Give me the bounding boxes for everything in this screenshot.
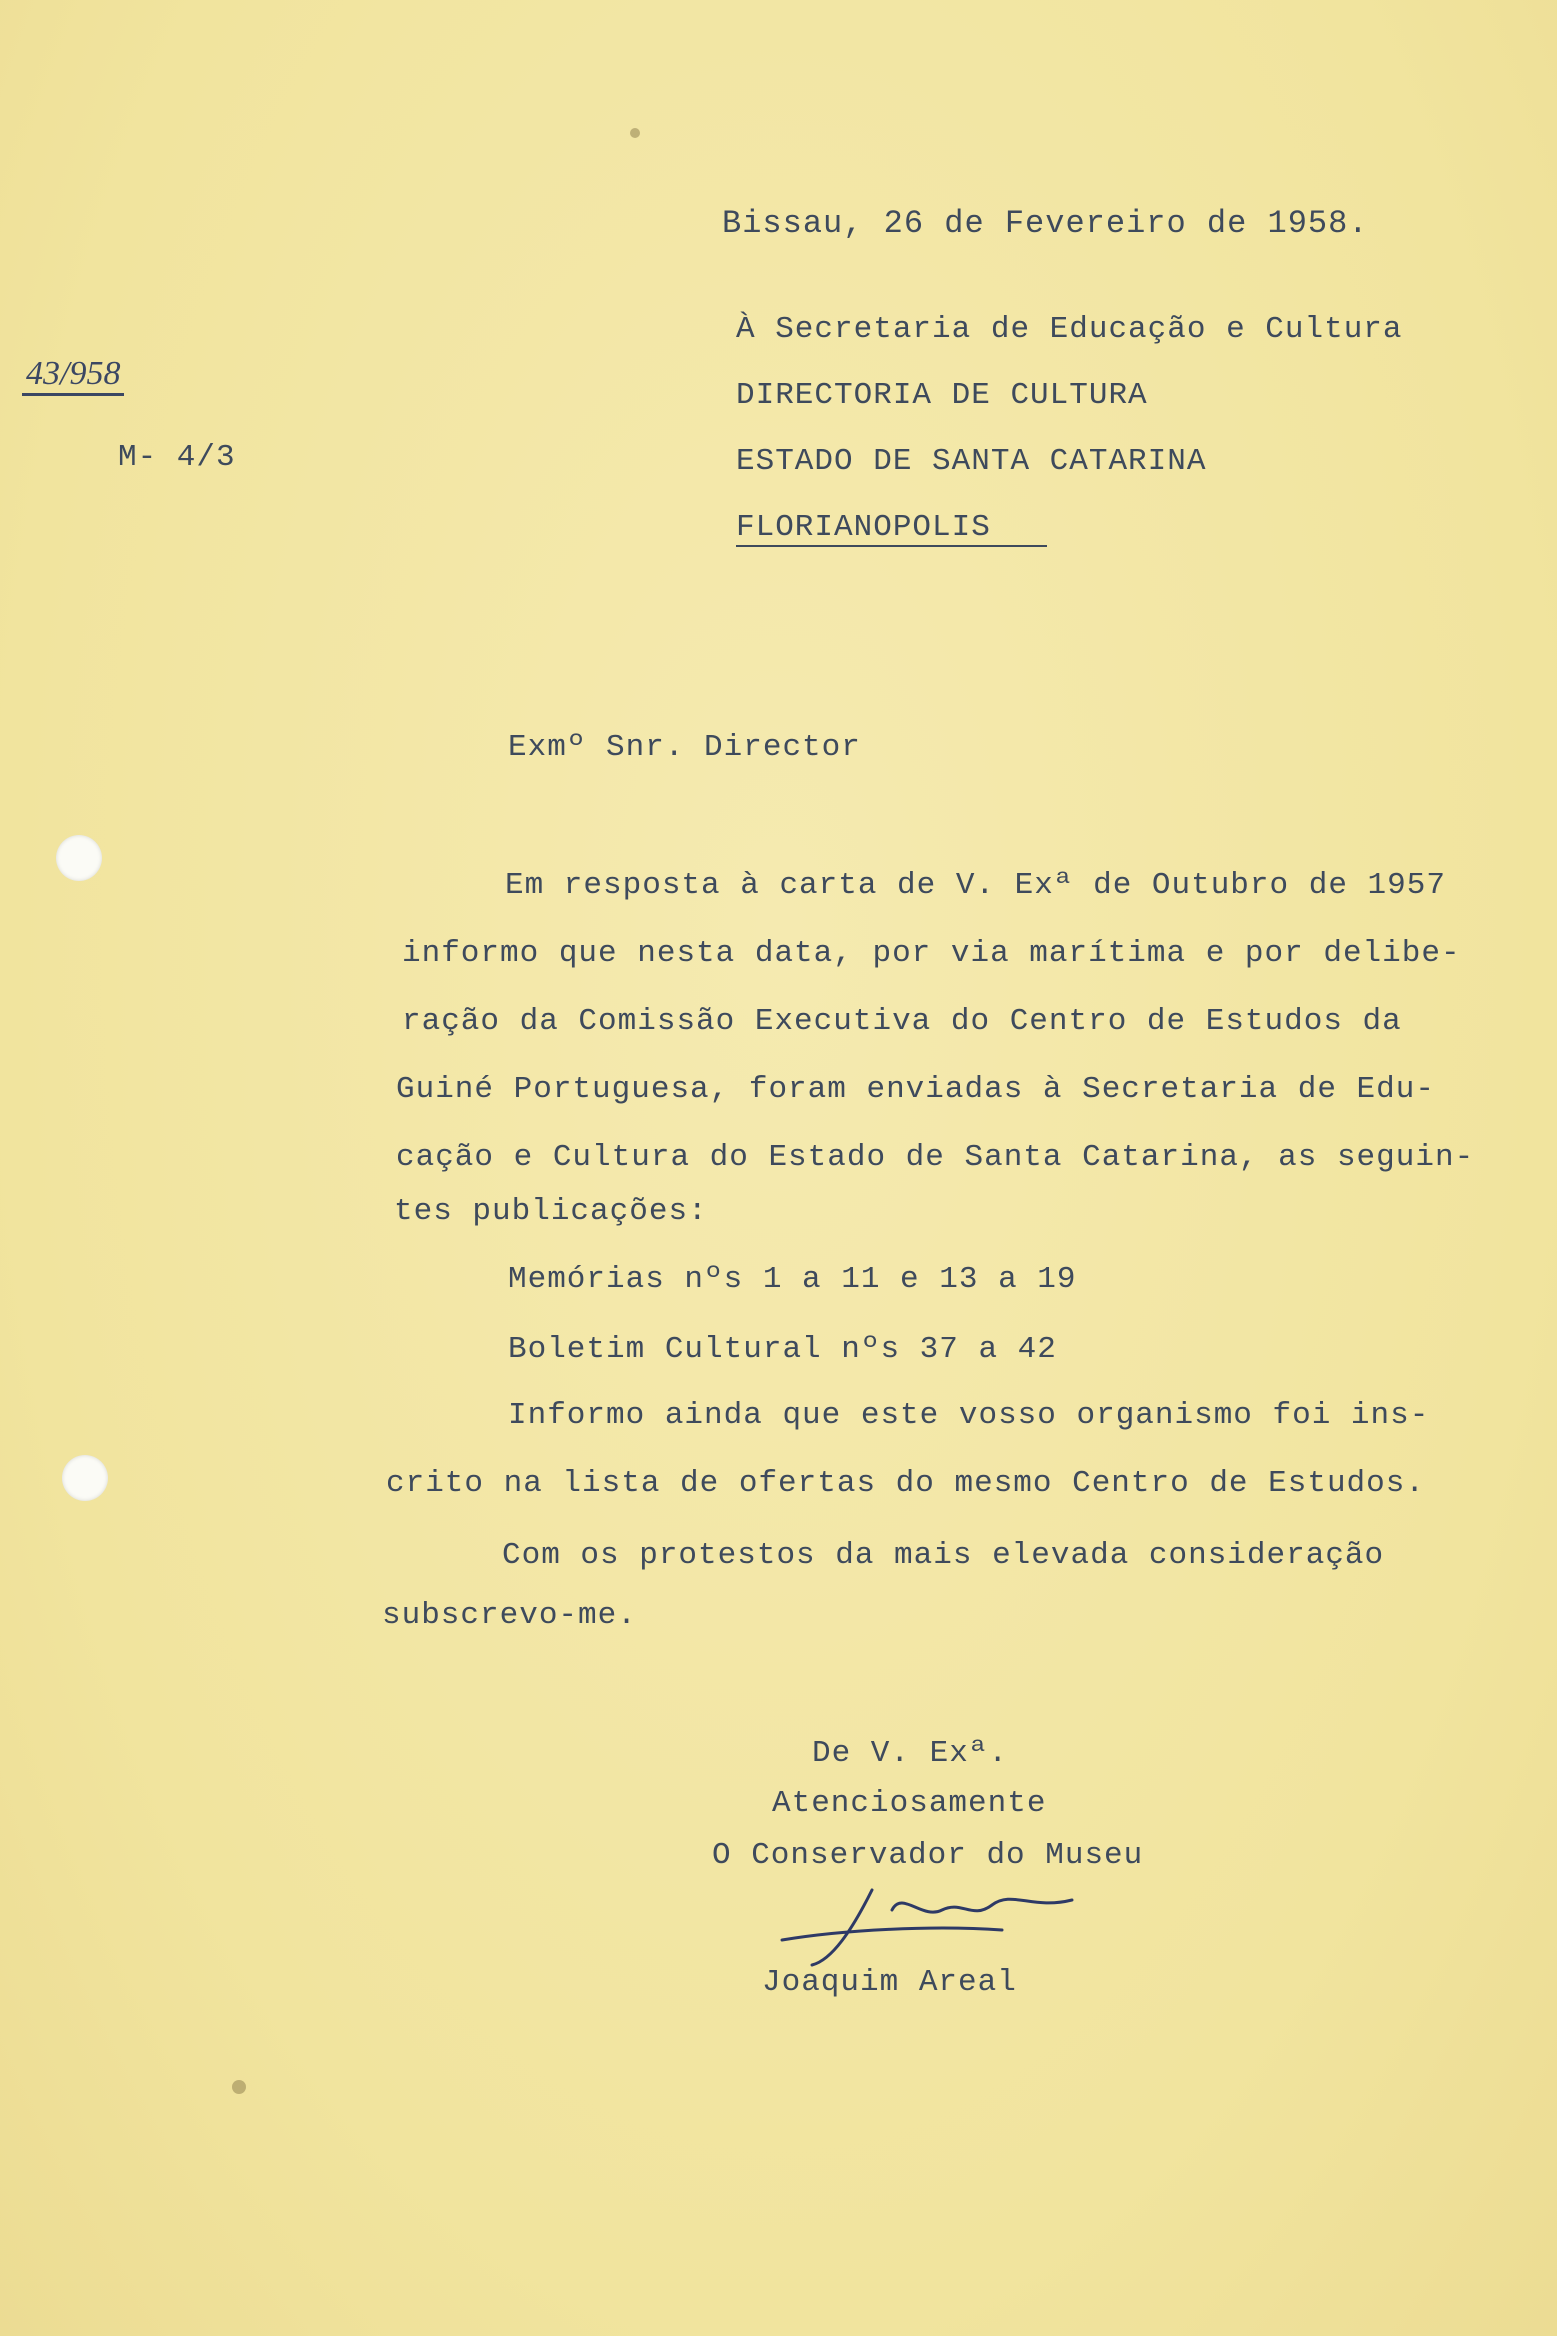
body-line: Informo ainda que este vosso organismo foi ins- xyxy=(508,1398,1430,1433)
body-line: Guiné Portuguesa, foram enviadas à Secretaria de Edu- xyxy=(396,1072,1435,1107)
paper-speck xyxy=(630,128,640,138)
body-line: tes publicações: xyxy=(394,1194,708,1229)
reference-code: M- 4/3 xyxy=(118,440,236,475)
date-line: Bissau, 26 de Fevereiro de 1958. xyxy=(722,205,1369,242)
body-line: crito na lista de ofertas do mesmo Centro de Estudos. xyxy=(386,1466,1425,1501)
addressee-line-2: DIRECTORIA DE CULTURA xyxy=(736,378,1148,413)
reference-number: 43/958 xyxy=(22,355,124,396)
body-line: informo que nesta data, por via marítima e por delibe- xyxy=(402,936,1461,971)
handwritten-signature xyxy=(752,1870,1092,1980)
body-line: Em resposta à carta de V. Exª de Outubro de 1957 xyxy=(505,868,1446,903)
publication-item-memorias: Memórias nºs 1 a 11 e 13 a 19 xyxy=(508,1262,1077,1297)
salutation: Exmº Snr. Director xyxy=(508,730,861,765)
punch-hole-top xyxy=(56,835,102,881)
closing-line-1: De V. Exª. xyxy=(812,1736,1009,1771)
closing-line-2: Atenciosamente xyxy=(772,1786,1047,1821)
paper-speck xyxy=(232,2080,246,2094)
punch-hole-bottom xyxy=(62,1455,108,1501)
closing-line-3: O Conservador do Museu xyxy=(712,1838,1144,1873)
addressee-line-1: À Secretaria de Educação e Cultura xyxy=(736,312,1403,347)
addressee-city: FLORIANOPOLIS xyxy=(736,510,1047,547)
addressee-line-3: ESTADO DE SANTA CATARINA xyxy=(736,444,1207,479)
body-line: ração da Comissão Executiva do Centro de Estudos da xyxy=(402,1004,1402,1039)
body-line: cação e Cultura do Estado de Santa Catarina, as seguin- xyxy=(396,1140,1475,1175)
body-line: subscrevo-me. xyxy=(382,1598,637,1633)
publication-item-boletim: Boletim Cultural nºs 37 a 42 xyxy=(508,1332,1057,1367)
body-line: Com os protestos da mais elevada consideração xyxy=(502,1538,1385,1573)
signer-name: Joaquim Areal xyxy=(762,1965,1017,2000)
